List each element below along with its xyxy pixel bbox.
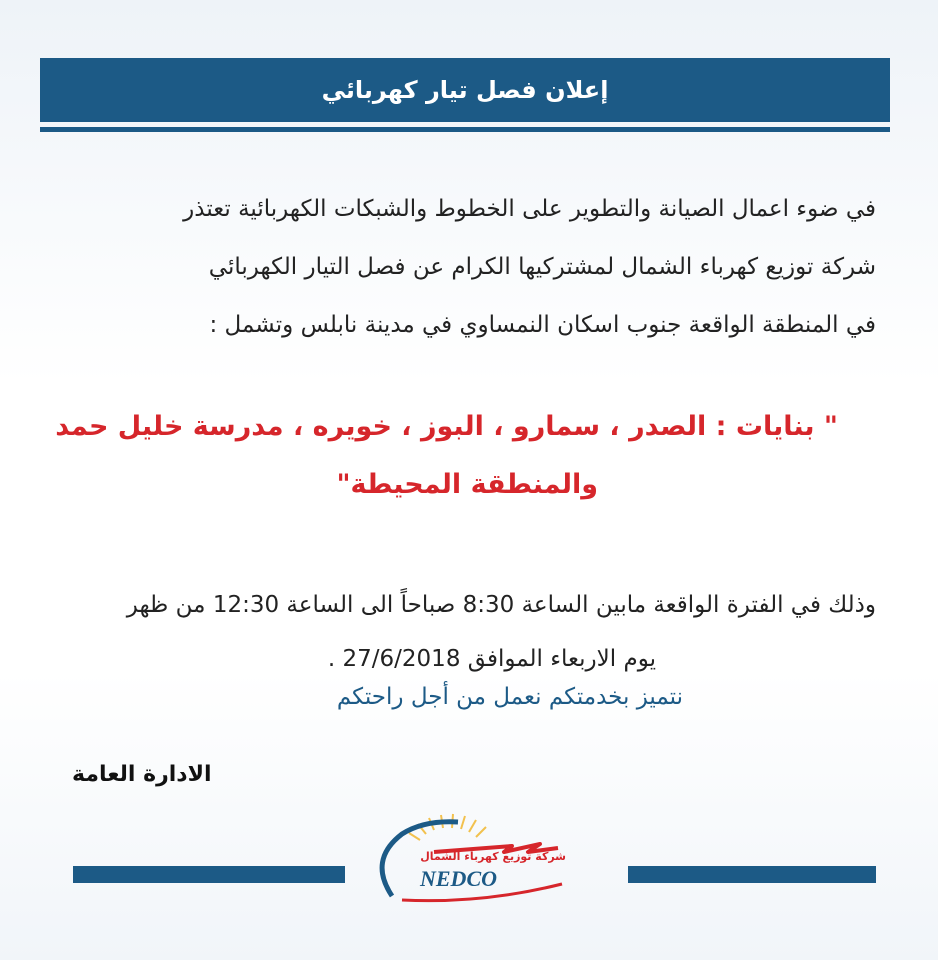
signature: الادارة العامة bbox=[72, 762, 212, 787]
intro-line-1: في ضوء اعمال الصيانة والتطوير على الخطوط والشبكات الكهربائية تعتذر bbox=[183, 196, 876, 222]
intro-paragraph bbox=[70, 180, 876, 354]
intro-line-3: في المنطقة الواقعة جنوب اسكان النمساوي في مدينة نابلس وتشمل : bbox=[209, 312, 876, 338]
intro-line-2: شركة توزيع كهرباء الشمال لمشتركيها الكرام عن فصل التيار الكهربائي bbox=[208, 254, 876, 280]
logo-wordmark: NEDCO bbox=[420, 866, 498, 891]
period-line-1: وذلك في الفترة الواقعة مابين الساعة 8:30 صباحاً الى الساعة 12:30 من ظهر bbox=[126, 592, 876, 618]
announcement-title: إعلان فصل تيار كهربائي bbox=[321, 76, 609, 104]
areas-line-2: والمنطقة المحيطة" bbox=[336, 469, 598, 500]
logo-arabic-text: شركة توزيع كهرباء الشمال bbox=[420, 850, 566, 863]
period-line-2: يوم الاربعاء الموافق 27/6/2018 . bbox=[327, 646, 656, 672]
slogan: نتميز بخدمتكم نعمل من أجل راحتكم bbox=[336, 684, 683, 710]
footer-bar-left bbox=[73, 866, 345, 883]
areas-line-1: " بنايات : الصدر ، سمارو ، البوز ، خويره ، مدرسة خليل حمد bbox=[55, 411, 838, 442]
footer-bar-right bbox=[628, 866, 876, 883]
outage-period bbox=[70, 578, 876, 686]
affected-areas bbox=[55, 398, 838, 514]
header-underline bbox=[40, 127, 890, 132]
